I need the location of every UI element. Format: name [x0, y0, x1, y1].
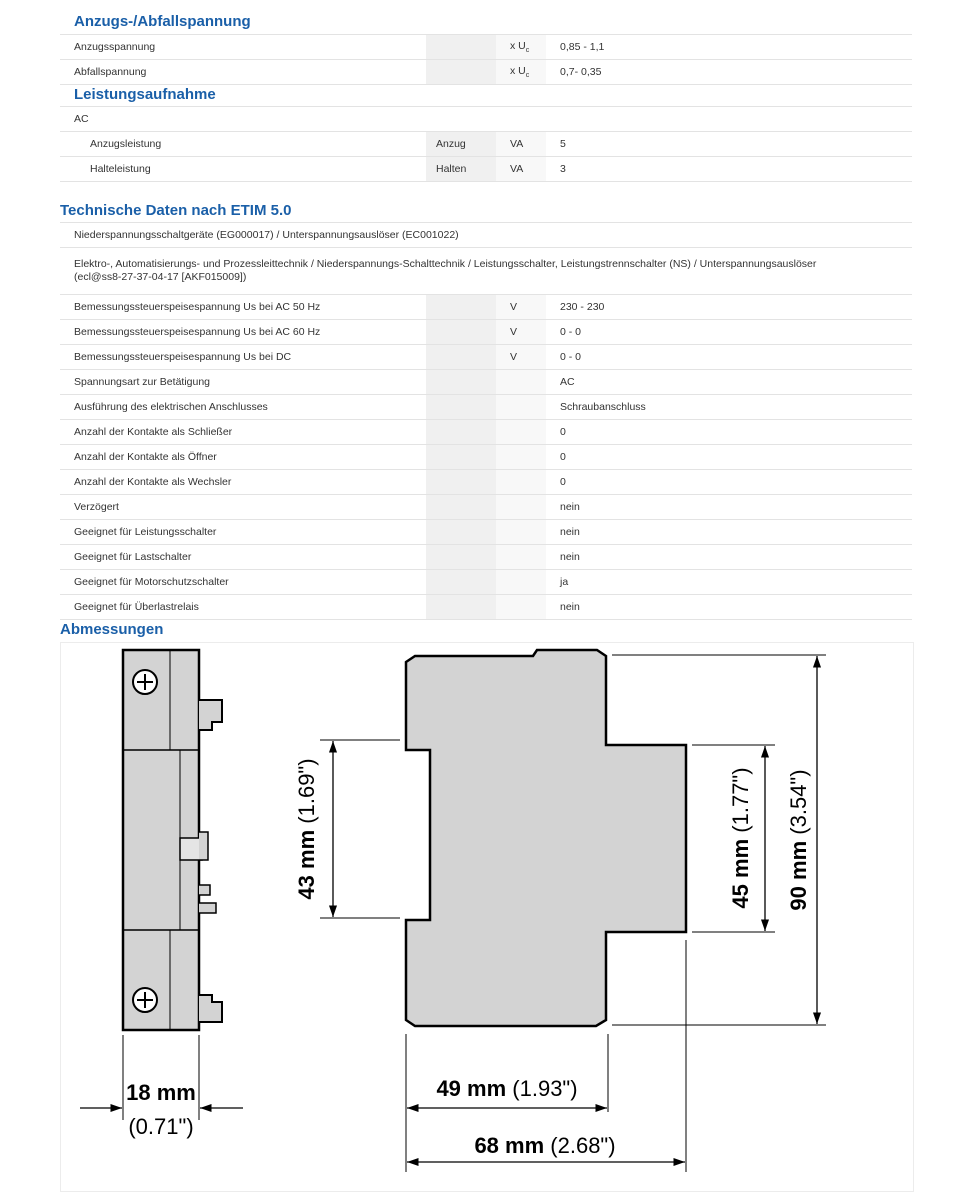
- screw-icon: [133, 670, 157, 694]
- row-label: Ausführung des elektrischen Anschlusses: [60, 395, 426, 420]
- row-unit: x $U_c$: [496, 60, 546, 85]
- dim-total-height: 90 mm (3.54"): [786, 769, 811, 911]
- row-unit: V: [496, 345, 546, 370]
- section-title-pickup-voltage: Anzugs-/Abfallspannung: [74, 13, 251, 30]
- row-value: 0,85 - 1,1: [546, 35, 912, 60]
- row-value: nein: [546, 595, 912, 620]
- row-value: AC: [546, 370, 912, 395]
- row-value: nein: [546, 520, 912, 545]
- group-label: AC: [60, 107, 426, 132]
- row-unit: x $U_c$: [496, 35, 546, 60]
- row-value: 3: [546, 157, 912, 182]
- row-unit: V: [496, 320, 546, 345]
- dim-front-depth: 49 mm (1.93"): [436, 1076, 578, 1101]
- row-label: Geeignet für Leistungsschalter: [60, 520, 426, 545]
- row-value: 0: [546, 470, 912, 495]
- dim-mid-height: 45 mm (1.77"): [728, 767, 753, 909]
- row-value: 0 - 0: [546, 345, 912, 370]
- dim-side-width-in: (0.71"): [128, 1114, 194, 1139]
- row-unit: VA: [496, 157, 546, 182]
- row-label: Bemessungssteuerspeisespannung Us bei DC: [60, 345, 426, 370]
- row-label: Bemessungssteuerspeisespannung Us bei AC 60 Hz: [60, 320, 426, 345]
- row-label: Halteleistung: [60, 157, 426, 182]
- screw-icon: [133, 988, 157, 1012]
- row-value: 0 - 0: [546, 320, 912, 345]
- row-value: 5: [546, 132, 912, 157]
- row-label: Verzögert: [60, 495, 426, 520]
- section-title-etim: Technische Daten nach ETIM 5.0: [60, 202, 292, 219]
- row-condition: Halten: [426, 157, 496, 182]
- row-label: Spannungsart zur Betätigung: [60, 370, 426, 395]
- etim-class-line: Niederspannungsschaltgeräte (EG000017) / Unterspannungsauslöser (EC001022): [60, 223, 912, 248]
- row-label: Anzahl der Kontakte als Wechsler: [60, 470, 426, 495]
- dim-left-height: 43 mm (1.69"): [294, 758, 319, 900]
- dim-total-depth: 68 mm (2.68"): [474, 1133, 616, 1158]
- row-value: 0: [546, 420, 912, 445]
- side-view-drawing: [123, 650, 222, 1030]
- row-label: Geeignet für Motorschutzschalter: [60, 570, 426, 595]
- row-value: ja: [546, 570, 912, 595]
- row-label: Anzahl der Kontakte als Schließer: [60, 420, 426, 445]
- row-label: Geeignet für Überlastrelais: [60, 595, 426, 620]
- row-label: Anzugsleistung: [60, 132, 426, 157]
- etim-path-line: Elektro-, Automatisierungs- und Prozessleittechnik / Niederspannungs-Schalttechnik / Leistungsschalter, Leistungstrennschalter (NS) / Unterspannungsauslöser (ecl@ss8-27-37-04-17 [AKF015009]): [60, 248, 912, 295]
- row-label: Anzahl der Kontakte als Öffner: [60, 445, 426, 470]
- row-value: 0,7- 0,35: [546, 60, 912, 85]
- row-label: Geeignet für Lastschalter: [60, 545, 426, 570]
- row-unit: V: [496, 295, 546, 320]
- row-value: 230 - 230: [546, 295, 912, 320]
- front-view-drawing: [406, 650, 686, 1026]
- row-label: Abfallspannung: [60, 60, 426, 85]
- row-value: 0: [546, 445, 912, 470]
- row-condition: Anzug: [426, 132, 496, 157]
- row-value: nein: [546, 545, 912, 570]
- section-title-dimensions: Abmessungen: [60, 621, 164, 638]
- row-label: Bemessungssteuerspeisespannung Us bei AC 50 Hz: [60, 295, 426, 320]
- row-label: Anzugsspannung: [60, 35, 426, 60]
- dim-side-width-mm: 18 mm: [126, 1080, 196, 1105]
- row-value: nein: [546, 495, 912, 520]
- row-value: Schraubanschluss: [546, 395, 912, 420]
- row-unit: VA: [496, 132, 546, 157]
- section-title-power-consumption: Leistungsaufnahme: [74, 86, 216, 103]
